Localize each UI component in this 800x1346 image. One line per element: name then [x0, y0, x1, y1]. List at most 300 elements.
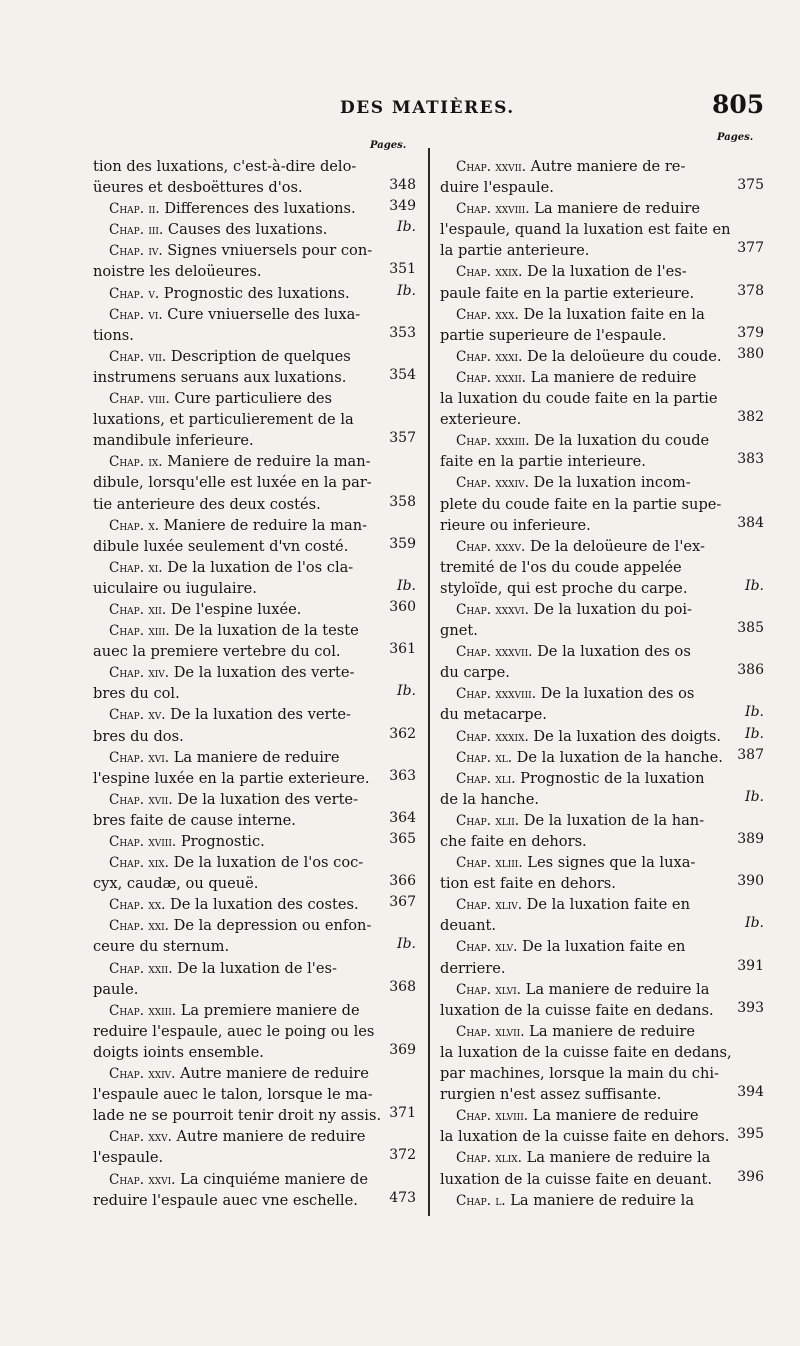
- entry-text: doigts ioints ensemble.: [93, 1043, 264, 1061]
- entry-text: reduire l'espaule, auec le poing ou les: [93, 1022, 375, 1040]
- entry-text: de la hanche.: [440, 790, 539, 808]
- toc-entry: [440, 367, 766, 430]
- entry-text: la luxation de la cuisse faite en dedans,: [440, 1043, 732, 1061]
- toc-entry: [93, 240, 418, 282]
- toc-entry-line: [440, 240, 766, 261]
- entry-text: l'espaule, quand la luxation est faite en: [440, 221, 731, 239]
- toc-entry-line: [440, 304, 766, 325]
- toc-entry: [93, 852, 418, 894]
- chapter-label: Chap. xii.: [109, 601, 167, 618]
- entry-text: De la luxation de la hanche.: [512, 748, 723, 766]
- pages-label-right: Pages.: [717, 132, 754, 143]
- chapter-label: Chap. vi.: [109, 306, 163, 323]
- entry-text: rieure ou inferieure.: [440, 516, 591, 534]
- page-ref: 367: [389, 894, 416, 911]
- toc-entry-line: [93, 557, 418, 578]
- chapter-label: Chap. xxviii.: [456, 201, 530, 218]
- entry-text: dibule luxée seulement d'vn costé.: [93, 537, 349, 555]
- entry-text: l'espaule auec le talon, lorsque le ma-: [93, 1086, 373, 1104]
- chapter-label: Chap. xix.: [109, 855, 169, 872]
- entry-text: reduire l'espaule auec vne eschelle.: [93, 1191, 358, 1209]
- toc-entry-line: [93, 1000, 418, 1021]
- page-ref: 395: [737, 1126, 764, 1143]
- toc-entry-line: [440, 1000, 766, 1021]
- chapter-label: Chap. xli.: [456, 770, 516, 787]
- toc-entry-line: [93, 304, 418, 325]
- entry-text: paule.: [93, 980, 139, 998]
- entry-text: De la luxation faite en: [522, 896, 690, 914]
- entry-text: Differences des luxations.: [159, 200, 356, 218]
- toc-entry-line: [440, 915, 766, 936]
- chapter-label: Chap. xlviii.: [456, 1108, 529, 1125]
- entry-text: styloïde, qui est proche du carpe.: [440, 579, 688, 597]
- entry-text: De la luxation des os: [532, 643, 691, 661]
- entry-text: Cure vniuerselle des luxa-: [162, 305, 361, 323]
- entry-text: Prognostic des luxations.: [159, 284, 350, 302]
- entry-text: tion est faite en dehors.: [440, 875, 616, 893]
- toc-entry: [93, 747, 418, 789]
- toc-entry: [440, 156, 766, 198]
- entry-text: Autre maniere de reduire: [171, 1128, 366, 1146]
- entry-text: La maniere de reduire: [169, 748, 340, 766]
- chapter-label: Chap. xlix.: [456, 1150, 522, 1167]
- entry-text: tie anterieure des deux costés.: [93, 495, 321, 513]
- chapter-label: Chap. xlvi.: [456, 981, 521, 998]
- chapter-label: Chap. xliv.: [456, 897, 523, 914]
- chapter-label: Chap. vii.: [109, 348, 167, 365]
- page-ref: 375: [737, 177, 764, 194]
- chapter-label: Chap. xxi.: [109, 918, 169, 935]
- chapter-label: Chap. xl.: [456, 749, 512, 766]
- toc-entry-line: [93, 831, 418, 852]
- page-ref: 390: [737, 873, 764, 890]
- toc-entry-line: [93, 494, 418, 515]
- entry-text: De la luxation incom-: [528, 474, 691, 492]
- chapter-label: Chap. xxxii.: [456, 369, 526, 386]
- toc-entry-line: [93, 451, 418, 472]
- toc-entry: [93, 1000, 418, 1063]
- toc-entry: [440, 1021, 766, 1105]
- entry-text: Maniere de reduire la man-: [162, 453, 371, 471]
- entry-text: cyx, caudæ, ou queuë.: [93, 875, 259, 893]
- entry-text: De la luxation des verte-: [169, 664, 355, 682]
- entry-text: La maniere de reduire: [525, 368, 697, 386]
- entry-text: Description de quelques: [166, 347, 351, 365]
- page-ref: 383: [737, 451, 764, 468]
- entry-text: De la luxation du poi-: [528, 600, 692, 618]
- toc-entry-line: [440, 831, 766, 852]
- page-ref: 348: [389, 177, 416, 194]
- toc-entry-line: [440, 810, 766, 831]
- toc-entry-line: [440, 177, 766, 198]
- page-ref: Ib.: [745, 725, 764, 742]
- page-ref: 389: [737, 831, 764, 847]
- chapter-label: Chap. xlv.: [456, 939, 518, 956]
- toc-entry: [440, 936, 766, 978]
- entry-text: l'espaule.: [93, 1149, 164, 1167]
- page-ref: 369: [389, 1041, 416, 1058]
- chapter-label: Chap. xxxv.: [456, 538, 526, 555]
- page-ref: 354: [389, 366, 416, 383]
- toc-entry: [440, 1190, 766, 1211]
- toc-entry: [93, 304, 418, 346]
- entry-text: La maniere de reduire: [529, 200, 701, 218]
- toc-entry-line: [440, 515, 766, 536]
- entry-text: De la luxation des verte-: [165, 706, 351, 724]
- toc-entry: [440, 894, 766, 936]
- toc-entry-line: [440, 1063, 766, 1084]
- toc-entry: [93, 789, 418, 831]
- entry-text: faite en la partie interieure.: [440, 453, 646, 471]
- toc-entry-line: [93, 515, 418, 536]
- toc-left-column: [93, 156, 418, 1211]
- chapter-label: Chap. xlvii.: [456, 1023, 525, 1040]
- page-ref: 371: [389, 1105, 416, 1122]
- toc-entry: [93, 1126, 418, 1168]
- entry-text: Maniere de reduire la man-: [159, 516, 368, 534]
- toc-entry-line: [93, 430, 418, 451]
- toc-entry-line: [440, 641, 766, 662]
- page-ref: 387: [737, 746, 764, 763]
- toc-entry: [93, 346, 418, 388]
- entry-text: gnet.: [440, 622, 478, 640]
- entry-text: lade ne se pourroit tenir droit ny assis.: [93, 1107, 382, 1125]
- toc-entry-line: [93, 578, 418, 599]
- toc-entry: [440, 747, 766, 768]
- page-ref: 361: [389, 641, 416, 658]
- toc-entry-line: [93, 367, 418, 388]
- entry-text: De la luxation des os: [536, 685, 695, 703]
- toc-entry-line: [93, 1042, 418, 1063]
- toc-entry-line: [440, 156, 766, 177]
- toc-entry-line: [440, 747, 766, 768]
- toc-entry-line: [440, 430, 766, 451]
- chapter-label: Chap. xxx.: [456, 306, 519, 323]
- toc-entry-line: [93, 873, 418, 894]
- toc-entry-line: [440, 261, 766, 282]
- entry-text: üeures et desboëttures d'os.: [93, 179, 303, 197]
- chapter-label: Chap. xxxvii.: [456, 644, 533, 661]
- toc-entry-line: [93, 936, 418, 957]
- toc-entry: [440, 346, 766, 367]
- entry-text: De la luxation de l'es-: [172, 959, 337, 977]
- toc-entry: [93, 1063, 418, 1126]
- chapter-label: Chap. xxvi.: [109, 1171, 176, 1188]
- toc-entry-line: [440, 1126, 766, 1147]
- chapter-label: Chap. xxxix.: [456, 728, 529, 745]
- entry-text: tion des luxations, c'est-à-dire delo-: [93, 158, 357, 175]
- entry-text: bres faite de cause interne.: [93, 811, 296, 829]
- toc-entry-line: [440, 1147, 766, 1168]
- toc-entry: [440, 472, 766, 535]
- page-ref: 362: [389, 725, 416, 742]
- entry-text: Causes des luxations.: [163, 221, 328, 239]
- chapter-label: Chap. iv.: [109, 243, 163, 260]
- page-ref: 396: [737, 1168, 764, 1185]
- toc-entry: [93, 915, 418, 957]
- entry-text: De la luxation de l'os cla-: [162, 558, 354, 576]
- chapter-label: Chap. xvi.: [109, 749, 170, 766]
- toc-entry-line: [93, 768, 418, 789]
- chapter-label: Chap. xx.: [109, 897, 166, 914]
- entry-text: La maniere de reduire: [524, 1022, 695, 1040]
- toc-entry-line: [440, 219, 766, 240]
- toc-entry: [93, 958, 418, 1000]
- toc-entry-line: [440, 472, 766, 493]
- entry-text: bres du col.: [93, 685, 180, 703]
- toc-entry-line: [93, 683, 418, 704]
- toc-entry-line: [440, 599, 766, 620]
- toc-entry-line: [440, 683, 766, 704]
- entry-text: l'espine luxée en la partie exterieure.: [93, 769, 370, 787]
- entry-text: partie superieure de l'espaule.: [440, 326, 667, 344]
- page-ref: Ib.: [397, 282, 416, 299]
- toc-entry-line: [440, 1190, 766, 1211]
- toc-entry-line: [93, 409, 418, 430]
- chapter-label: Chap. xliii.: [456, 855, 523, 872]
- running-head: DES MATIÈRES.: [340, 98, 515, 118]
- toc-entry-line: [93, 789, 418, 810]
- toc-entry-line: [93, 1126, 418, 1147]
- toc-entry-line: [93, 325, 418, 346]
- chapter-label: Chap. xi.: [109, 559, 163, 576]
- toc-entry-line: [440, 620, 766, 641]
- chapter-label: Chap. xxiii.: [109, 1002, 177, 1019]
- entry-text: paule faite en la partie exterieure.: [440, 284, 695, 302]
- entry-text: plete du coude faite en la partie supe-: [440, 495, 722, 513]
- toc-entry: [440, 726, 766, 747]
- toc-entry: [93, 156, 418, 198]
- chapter-label: Chap. xxiv.: [109, 1066, 176, 1083]
- toc-entry-line: [93, 1084, 418, 1105]
- page-ref: 377: [737, 240, 764, 257]
- chapter-label: Chap. xvii.: [109, 791, 173, 808]
- toc-entry: [440, 1105, 766, 1147]
- toc-entry-line: [440, 958, 766, 979]
- page-ref: 363: [389, 767, 416, 784]
- toc-entry: [440, 768, 766, 810]
- toc-entry-line: [93, 1147, 418, 1168]
- toc-entry-line: [440, 1169, 766, 1190]
- page-ref: 357: [389, 430, 416, 447]
- toc-entry-line: [93, 810, 418, 831]
- toc-entry-line: [440, 979, 766, 1000]
- toc-entry-line: [93, 599, 418, 620]
- chapter-label: Chap. x.: [109, 517, 160, 534]
- toc-entry-line: [93, 1105, 418, 1126]
- entry-text: Prognostic.: [176, 833, 265, 850]
- toc-entry-line: [440, 789, 766, 810]
- toc-entry: [93, 198, 418, 219]
- page-ref: 368: [389, 978, 416, 995]
- toc-entry-line: [440, 936, 766, 957]
- toc-entry: [93, 283, 418, 304]
- page-ref: 391: [737, 957, 764, 974]
- chapter-label: Chap. xxxi.: [456, 348, 523, 365]
- toc-entry-line: [93, 620, 418, 641]
- toc-entry-line: [440, 704, 766, 725]
- toc-entry-line: [440, 1021, 766, 1042]
- chapter-label: Chap. xxxiii.: [456, 433, 530, 450]
- toc-entry-line: [440, 1084, 766, 1105]
- entry-text: Autre maniere de reduire: [175, 1065, 369, 1083]
- entry-text: deuant.: [440, 917, 496, 935]
- toc-entry-line: [440, 409, 766, 430]
- entry-text: ceure du sternum.: [93, 938, 230, 956]
- toc-entry-line: [93, 472, 418, 493]
- toc-entry: [93, 831, 418, 852]
- chapter-label: Chap. xv.: [109, 707, 166, 724]
- toc-entry-line: [93, 1021, 418, 1042]
- entry-text: De la luxation de la teste: [169, 622, 359, 640]
- toc-entry-line: [440, 578, 766, 599]
- chapter-label: Chap. xxii.: [109, 960, 173, 977]
- chapter-label: Chap. xxvii.: [456, 159, 527, 175]
- toc-entry-line: [93, 261, 418, 282]
- toc-entry-line: [440, 662, 766, 683]
- chapter-label: Chap. xviii.: [109, 834, 177, 850]
- toc-entry-line: [440, 894, 766, 915]
- toc-entry-line: [93, 979, 418, 1000]
- column-divider: [428, 148, 430, 1216]
- toc-entry: [440, 852, 766, 894]
- toc-entry-line: [440, 768, 766, 789]
- toc-entry: [93, 894, 418, 915]
- page-ref: 379: [737, 324, 764, 341]
- toc-entry: [440, 198, 766, 261]
- toc-entry-line: [440, 494, 766, 515]
- entry-text: La maniere de reduire la: [520, 980, 710, 998]
- toc-entry: [93, 515, 418, 557]
- entry-text: Autre maniere de re-: [526, 158, 686, 175]
- toc-entry-line: [440, 557, 766, 578]
- entry-text: Les signes que la luxa-: [522, 854, 696, 872]
- chapter-label: Chap. xlii.: [456, 812, 520, 829]
- chapter-label: Chap. xxix.: [456, 264, 523, 281]
- page-ref: 365: [389, 831, 416, 847]
- entry-text: instrumens seruans aux luxations.: [93, 368, 347, 386]
- page-ref: 386: [737, 662, 764, 679]
- toc-entry: [93, 1169, 418, 1211]
- toc-entry: [440, 1147, 766, 1189]
- entry-text: La premiere maniere de: [176, 1001, 360, 1019]
- toc-entry: [440, 641, 766, 683]
- chapter-label: Chap. ix.: [109, 454, 163, 471]
- entry-text: luxation de la cuisse faite en deuant.: [440, 1170, 713, 1188]
- page-ref: 353: [389, 324, 416, 341]
- toc-entry-line: [93, 958, 418, 979]
- entry-text: De la luxation de l'os coc-: [168, 854, 364, 872]
- page-ref: Ib.: [397, 219, 416, 236]
- chapter-label: Chap. viii.: [109, 391, 170, 408]
- entry-text: uiculaire ou iugulaire.: [93, 579, 257, 597]
- toc-entry-line: [93, 1169, 418, 1190]
- toc-entry-line: [93, 1190, 418, 1211]
- toc-entry-line: [93, 198, 418, 219]
- toc-entry: [440, 979, 766, 1021]
- entry-text: luxations, et particulierement de la: [93, 411, 354, 429]
- page-ref: 364: [389, 809, 416, 826]
- entry-text: De l'espine luxée.: [166, 600, 302, 618]
- toc-entry: [93, 451, 418, 514]
- entry-text: duire l'espaule.: [440, 179, 554, 197]
- page-ref: Ib.: [745, 788, 764, 805]
- page-ref: 473: [389, 1189, 416, 1206]
- page-ref: 385: [737, 620, 764, 637]
- entry-text: exterieure.: [440, 411, 522, 429]
- toc-entry-line: [93, 219, 418, 240]
- pages-label-left: Pages.: [370, 140, 407, 151]
- toc-entry-line: [440, 852, 766, 873]
- page-ref: 359: [389, 535, 416, 552]
- entry-text: la partie anterieure.: [440, 242, 590, 260]
- page-ref: Ib.: [397, 577, 416, 594]
- entry-text: De la deloüeure du coude.: [522, 347, 722, 365]
- entry-text: che faite en dehors.: [440, 833, 587, 850]
- toc-entry: [440, 599, 766, 641]
- toc-entry: [93, 557, 418, 599]
- chapter-label: Chap. xxxviii.: [456, 686, 536, 703]
- entry-text: tions.: [93, 326, 134, 344]
- toc-entry-line: [440, 873, 766, 894]
- entry-text: Prognostic de la luxation: [515, 769, 705, 787]
- toc-entry: [440, 536, 766, 599]
- entry-text: La cinquiéme maniere de: [175, 1170, 369, 1188]
- toc-entry-line: [440, 388, 766, 409]
- entry-text: la luxation de la cuisse faite en dehors.: [440, 1128, 730, 1146]
- toc-entry-line: [93, 747, 418, 768]
- page-ref: 384: [737, 514, 764, 531]
- toc-right-column: [440, 156, 766, 1211]
- entry-text: tremité de l'os du coude appelée: [440, 558, 682, 576]
- entry-text: De la deloüeure de l'ex-: [525, 537, 705, 555]
- entry-text: Signes vniuersels pour con-: [162, 242, 373, 260]
- page-ref: Ib.: [397, 683, 416, 700]
- chapter-label: Chap. ii.: [109, 201, 160, 218]
- toc-entry: [93, 388, 418, 451]
- entry-text: La maniere de reduire la: [505, 1191, 695, 1209]
- entry-text: noistre les deloüeures.: [93, 263, 262, 281]
- toc-entry-line: [440, 726, 766, 747]
- page-ref: 351: [389, 261, 416, 278]
- toc-entry-line: [93, 894, 418, 915]
- toc-entry-line: [440, 346, 766, 367]
- entry-text: De la luxation de l'es-: [522, 263, 687, 281]
- entry-text: auec la premiere vertebre du col.: [93, 643, 341, 661]
- entry-text: De la luxation des verte-: [172, 790, 358, 808]
- entry-text: De la luxation des doigts.: [528, 727, 722, 745]
- entry-text: rurgien n'est assez suffisante.: [440, 1086, 662, 1104]
- chapter-label: Chap. v.: [109, 285, 160, 302]
- toc-entry-line: [93, 915, 418, 936]
- toc-entry-line: [93, 726, 418, 747]
- toc-entry-line: [93, 283, 418, 304]
- chapter-label: Chap. xxxiv.: [456, 475, 529, 492]
- toc-entry-line: [440, 283, 766, 304]
- page-number: 805: [712, 90, 765, 119]
- entry-text: par machines, lorsque la main du chi-: [440, 1065, 719, 1083]
- toc-entry: [93, 662, 418, 704]
- toc-entry: [440, 304, 766, 346]
- toc-entry-line: [440, 451, 766, 472]
- page-ref: Ib.: [745, 577, 764, 594]
- toc-entry-line: [440, 1042, 766, 1063]
- page-ref: 393: [737, 999, 764, 1016]
- toc-entry-line: [440, 325, 766, 346]
- entry-text: mandibule inferieure.: [93, 432, 254, 450]
- toc-entry-line: [440, 536, 766, 557]
- entry-text: bres du dos.: [93, 727, 184, 745]
